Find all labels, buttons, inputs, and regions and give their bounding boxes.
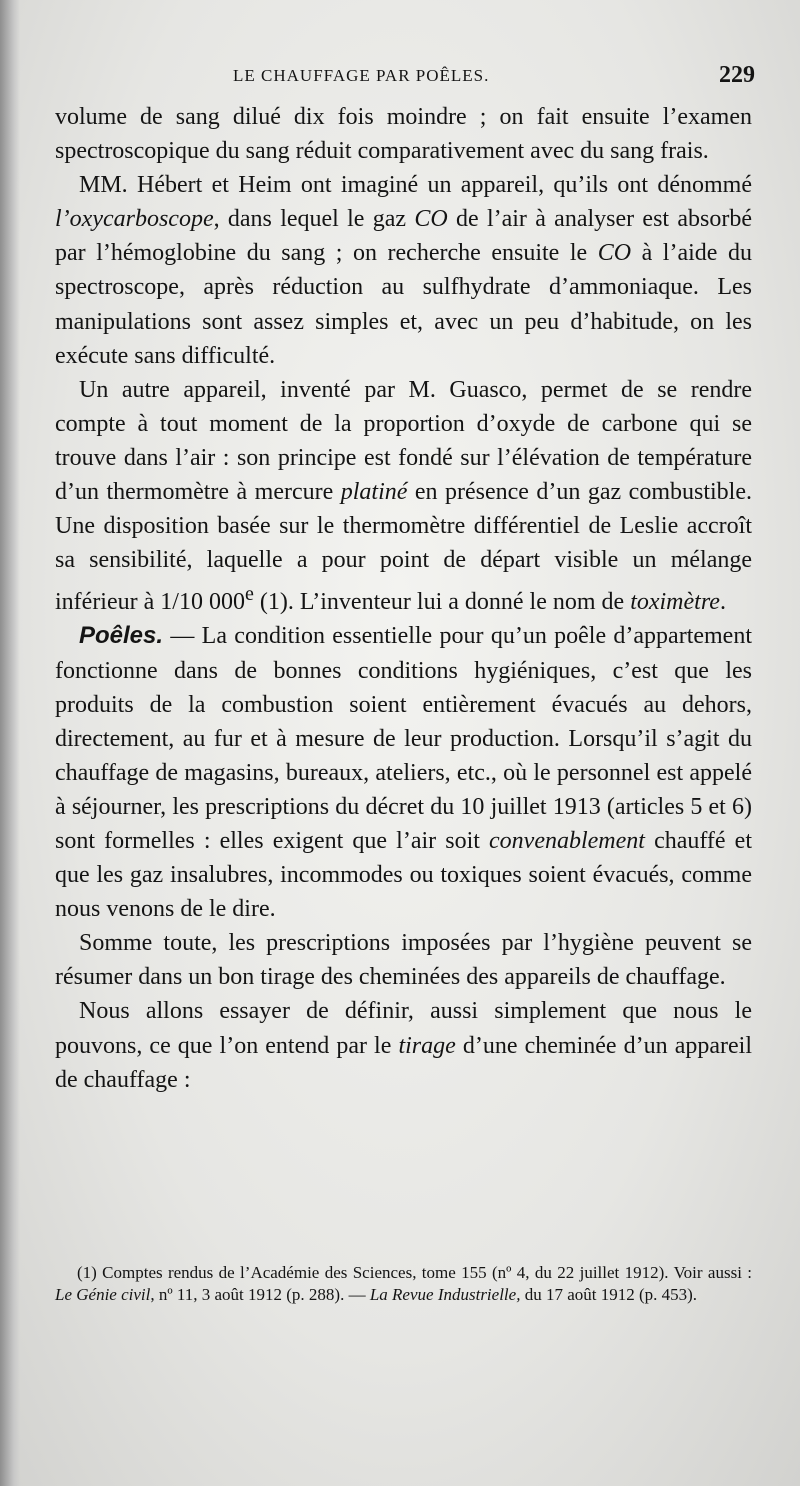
running-title: LE CHAUFFAGE PAR POÊLES. [233, 66, 490, 85]
paragraph-5-text: Somme toute, les prescriptions imposées par l’hygiène peuvent se résumer dans un bon tirage des cheminées des appareils de chauffage. [55, 930, 752, 991]
paragraph-2-text-d: à l’aide du spectroscope, après réduction au sulfhydrate d’ammoniaque. Les manipulations sont assez simples et, avec un peu d’habitude, on les exécute sans difficulté. [55, 240, 752, 369]
revue-industrielle-title: La Revue Industrielle, [369, 1285, 521, 1304]
page-header [55, 60, 755, 100]
genie-civil-title: Le Génie civil [55, 1285, 151, 1304]
paragraph-4-text-a: — La condition essentielle pour qu’un poêle d’appartement fonctionne dans de bonnes conditions hygiéniques, c’est que les produits de la combustion soient entièrement évacués au dehors, directement, au fur et à mesure de leur production. Lorsqu’il s’agit du chauffage de magasins, bureaux, ateliers, etc., où le personnel est appelé à séjourner, les prescriptions du décret du 10 juillet 1913 (articles 5 et 6) sont formelles : elles exigent que l’air soit [55, 623, 752, 854]
paragraph-3-text-c: (1). L’inventeur lui a donné le nom de [253, 589, 631, 616]
oxycarboscope-term: l’oxycarboscope [55, 206, 214, 233]
paragraph-1-text: volume de sang dilué dix fois moindre ; on fait ensuite l’examen spectroscopique du sang réduit comparativement avec du sang frais. [55, 104, 752, 165]
paragraph-2-text-b: , dans lequel le gaz [213, 206, 415, 233]
body-text [55, 100, 752, 1097]
footnote-1 [55, 1262, 752, 1306]
paragraph-6-text-a: Nous allons essayer de définir, aussi simplement que nous le pouvons, ce que l’on entend par le [55, 998, 752, 1059]
toximetre-term: toximètre [630, 589, 720, 616]
paragraph-3-text-a: Un autre appareil, inventé par M. Guasco, permet de se rendre compte à tout moment de la proportion d’oxyde de carbone qui se trouve dans l’air : son principe est fondé sur l’élévation de température d’un thermomètre à mercure [55, 376, 752, 506]
co-formula: CO [597, 240, 632, 267]
footnote-text-c: du 17 août 1912 (p. 453). [520, 1285, 698, 1304]
paragraph-3-text-b: en présence d’un gaz combustible. Une disposition basée sur le thermomètre différentiel de Leslie accroît sa sensibilité, laquelle a pour point de départ visible un mélange inférieur à 1/10 000 [55, 479, 752, 616]
co-formula: CO [414, 206, 448, 233]
paragraph-2-text-c: de l’air à analyser est absorbé par l’hémoglobine du sang ; on recherche ensuite le [55, 206, 753, 267]
paragraph-2 [55, 168, 752, 373]
tirage-term: tirage [398, 1032, 456, 1059]
section-heading-poeles: Poêles. [79, 622, 164, 650]
paragraph-5 [55, 926, 752, 994]
page-number: 229 [719, 62, 755, 88]
paragraph-4 [55, 619, 752, 926]
paragraph-3-text-d: . [719, 589, 726, 616]
ordinal-superscript: e [244, 583, 254, 606]
footnotes [55, 1262, 752, 1306]
page-gutter-shadow [0, 0, 20, 1486]
platine-term: platiné [340, 479, 408, 506]
footnote-text-b: , nº 11, 3 août 1912 (p. 288). — [150, 1285, 370, 1304]
footnote-text-a: (1) Comptes rendus de l’Académie des Sciences, tome 155 (nº 4, du 22 juillet 1912). Voir aussi : [77, 1263, 752, 1282]
paragraph-4-text-b: chauffé et que les gaz insalubres, incommodes ou toxiques soient évacués, comme nous venons de le dire. [55, 827, 752, 923]
paragraph-6-text-b: d’une cheminée d’un appareil de chauffage : [55, 1032, 752, 1093]
paragraph-2-text-a: MM. Hébert et Heim ont imaginé un appareil, qu’ils ont dénommé [79, 172, 752, 199]
convenablement-term: convenablement [489, 827, 645, 854]
paragraph-3 [55, 373, 752, 620]
paragraph-6 [55, 994, 752, 1096]
paragraph-1 [55, 100, 752, 168]
